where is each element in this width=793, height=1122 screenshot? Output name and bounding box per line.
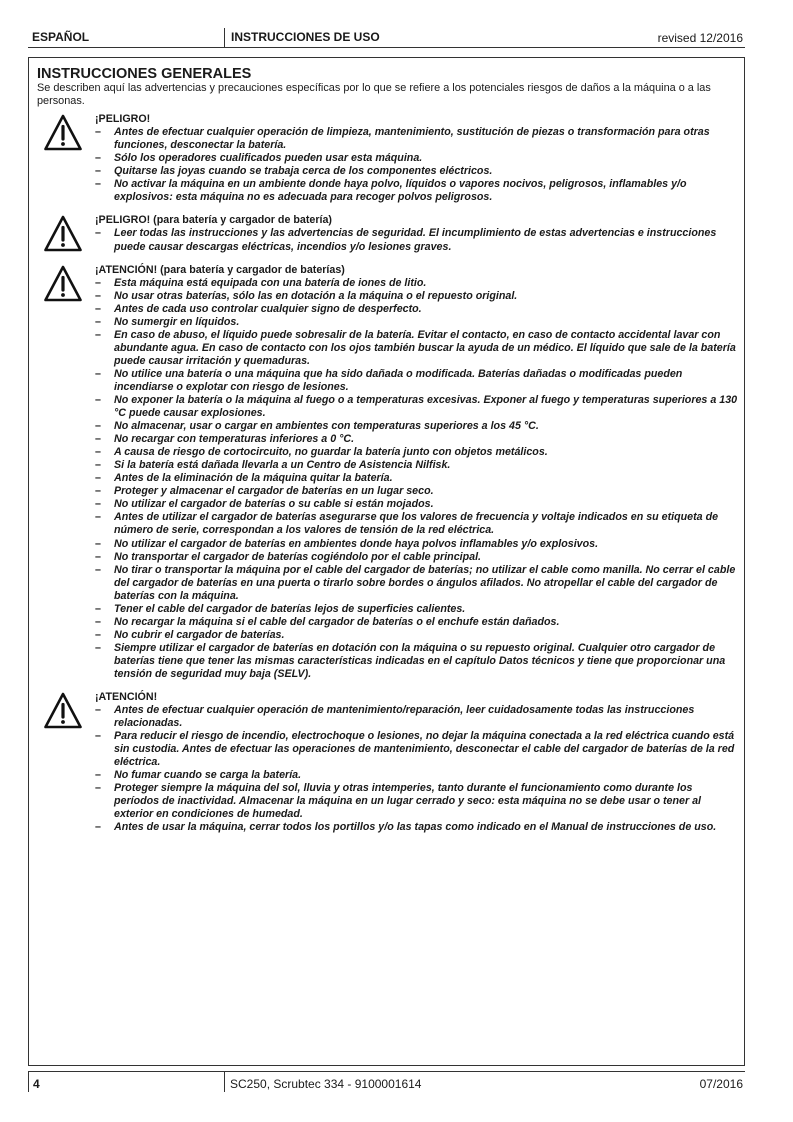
warning-sections [37,113,739,834]
header-divider [224,28,225,47]
list-item: – Siempre utilizar el cargador de baterías en dotación con la máquina o su repuesto original. Cualquier otro cargador de baterías tiene que tener las mismas características indicadas en el capítulo Datos técnicos y tiene que proporcionar una tensión de seguridad muy baja (SELV). [95,642,739,681]
list-item: – Antes de efectuar cualquier operación de mantenimiento/reparación, leer cuidadosamente todas las instrucciones relacionadas. [95,704,739,730]
footer-model: SC250, Scrubtec 334 - 9100001614 [230,1077,422,1091]
warning-triangle-icon [43,113,83,153]
section-title: ¡PELIGRO! (para batería y cargador de batería) [95,214,332,227]
list-item: – No activar la máquina en un ambiente donde haya polvo, líquidos o vapores nocivos, peligrosos, inflamables y/o explosivos: esta máquina no es adecuada para recoger polvos peligrosos. [95,178,739,204]
warning-triangle-icon [43,264,83,304]
list-item: – Sólo los operadores cualificados pueden usar esta máquina. [95,152,739,165]
list-item: – Antes de utilizar el cargador de baterías asegurarse que los valores de frecuencia y voltaje indicados en su etiqueta de número de serie, correspondan a los valores de tensión de la red eléctrica. [95,511,739,537]
section-title: ¡PELIGRO! [95,113,151,126]
list-item: – No fumar cuando se carga la batería. [95,769,739,782]
list-item: – No transportar el cargador de baterías cogiéndolo por el cable principal. [95,551,739,564]
footer-left-border [28,1072,29,1092]
warning-triangle-icon [43,214,83,254]
warning-section [37,214,739,253]
list-item: – No usar otras baterías, sólo las en dotación a la máquina o el repuesto original. [95,290,739,303]
page-number: 4 [33,1077,40,1091]
header-revision: revised 12/2016 [657,31,743,45]
list-item: – Esta máquina está equipada con una batería de iones de litio. [95,277,739,290]
list-item: – Tener el cable del cargador de baterías lejos de superficies calientes. [95,603,739,616]
list-item: – Para reducir el riesgo de incendio, electrochoque o lesiones, no dejar la máquina conectada a la red eléctrica cuando está sin custodia. Antes de efectuar las operaciones de mantenimiento, desconectar el cable del cargador de baterías de la red eléctrica. [95,730,739,769]
list-item: – Proteger siempre la máquina del sol, lluvia y otras intemperies, tanto durante el funcionamiento como durante los períodos de inactividad. Almacenar la máquina en un lugar cerrado y seco: esta máquina no se debe usar o tener al exterior en condiciones de humedad. [95,782,739,821]
list-item: – Antes de efectuar cualquier operación de limpieza, mantenimiento, sustitución de piezas o transformación para otras funciones, desconectar la batería. [95,126,739,152]
list-item: – A causa de riesgo de cortocircuito, no guardar la batería junto con objetos metálicos. [95,446,739,459]
section-title: ¡ATENCIÓN! [95,691,158,704]
warning-section [37,691,739,834]
list-item: – Leer todas las instrucciones y las advertencias de seguridad. El incumplimiento de estas advertencias e instrucciones puede causar descargas eléctricas, incendios y/o lesiones graves. [95,227,739,253]
list-item: – No exponer la batería o la máquina al fuego o a temperaturas excesivas. Exponer al fuego y temperaturas superiores a 130 °C puede causar explosiones. [95,394,739,420]
warning-section [37,113,739,204]
list-item: – No utilizar el cargador de baterías en ambientes donde haya polvos inflamables y/o explosivos. [95,538,739,551]
page-content [37,66,739,844]
list-item: – No tirar o transportar la máquina por el cable del cargador de baterías; no utilizar el cable como manilla. No cerrar el cable del cargador de baterías en una puerta o tirarlo sobre bordes o ángulos afilados. No atropellar el cable del cargador de baterías con la máquina. [95,564,739,603]
list-item: – No recargar con temperaturas inferiores a 0 °C. [95,433,739,446]
warning-list [95,126,739,204]
header-title: INSTRUCCIONES DE USO [231,30,380,44]
list-item: – Antes de cada uso controlar cualquier signo de desperfecto. [95,303,739,316]
warning-triangle-icon [43,691,83,731]
list-item: – No utilice una batería o una máquina que ha sido dañada o modificada. Baterías dañadas o modificadas pueden incendiarse o explotar con riesgo de lesiones. [95,368,739,394]
list-item: – Antes de usar la máquina, cerrar todos los portillos y/o las tapas como indicado en el Manual de instrucciones de uso. [95,821,739,834]
section-title: ¡ATENCIÓN! (para batería y cargador de baterías) [95,263,345,276]
warning-list [95,227,739,253]
page-footer [28,1071,745,1092]
list-item: – No almacenar, usar o cargar en ambientes con temperaturas superiores a los 45 °C. [95,420,739,433]
list-item: – No cubrir el cargador de baterías. [95,629,739,642]
list-item: – No utilizar el cargador de baterías o su cable si están mojados. [95,498,739,511]
list-item: – Si la batería está dañada llevarla a un Centro de Asistencia Nilfisk. [95,459,739,472]
warning-section [37,264,739,681]
list-item: – No sumergir en líquidos. [95,316,739,329]
list-item: – Proteger y almacenar el cargador de baterías en un lugar seco. [95,485,739,498]
list-item: – No recargar la máquina si el cable del cargador de baterías o el enchufe están dañados. [95,616,739,629]
footer-date: 07/2016 [699,1077,743,1091]
general-title: INSTRUCCIONES GENERALES [37,66,252,82]
warning-list [95,704,739,834]
header-language: ESPAÑOL [32,30,90,44]
footer-divider [224,1072,225,1092]
list-item: – Antes de la eliminación de la máquina quitar la batería. [95,472,739,485]
general-description: Se describen aquí las advertencias y precauciones específicas por lo que se refiere a los potenciales riesgos de daños a la máquina o a las personas. [37,82,711,107]
page-header [28,28,745,48]
list-item: – Quitarse las joyas cuando se trabaja cerca de los componentes eléctricos. [95,165,739,178]
list-item: – En caso de abuso, el líquido puede sobresalir de la batería. Evitar el contacto, en caso de contacto accidental lavar con abundante agua. En caso de contacto con los ojos también buscar la ayuda de un médico. El líquido que sale de la batería puede causar irritación y quemaduras. [95,329,739,368]
warning-list [95,277,739,681]
content-frame [28,57,745,1066]
